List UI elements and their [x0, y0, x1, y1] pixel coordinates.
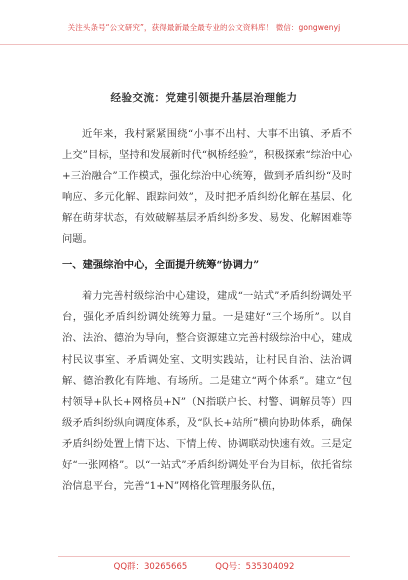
footer-banner: [0, 560, 408, 572]
document-title: 经验交流：党建引领提升基层治理能力: [110, 92, 298, 104]
section-paragraph: [62, 276, 352, 508]
footer-divider: [58, 556, 350, 557]
section-text: 着力完善村级综治中心建设，建成“一站式”矛盾纠纷调处平台，强化矛盾纠纷调处统筹力量。一是建好“三个场所”。以自治、法治、德治为导向，整合资源建立完善村级综治中心，建成村民议事室、矛盾调处室、文明实践站，让村民自治、法治调解、德治教化有阵地、有场所。二是建立“两个体系”。建立“包村领导+队长+网格员+N”（N指联户长、村警、调解员等）四级矛盾纠纷纵向调度体系，及“队长+站所”横向协助体系，确保矛盾纠纷处置上情下达、下情上传、协调联动快速有效。三是定好“一张网格”。以“一站式”矛盾纠纷调处平台为目标，依托省综治信息平台，完善“1+N”网格化管理服务队伍，: [62, 290, 352, 493]
intro-text: 近年来，我村紧紧围绕“小事不出村、大事不出镇、矛盾不上交”目标，坚持和发展新时代“枫桥经验”，积极探索“综治中心+三治融合”工作模式，强化综治中心统筹，做到矛盾纠纷“及时响应、多元化解、跟踪问效”，及时把矛盾纠纷化解在基层、化解在萌芽状态，有效破解基层矛盾纠纷多发、易发、化解困难等问题。: [62, 128, 352, 246]
qq-number: QQ号：535304092: [215, 562, 295, 572]
section-heading: 一、建强综治中心，全面提升统筹“协调力”: [62, 259, 260, 271]
top-banner-text: 关注头条号“公文研究”，获得最新最全最专业的公文资料库！ 微信：gongwenyj: [67, 22, 341, 32]
intro-paragraph: [62, 124, 352, 251]
top-banner: [0, 10, 408, 45]
qq-group: QQ群：30265665: [113, 562, 188, 572]
